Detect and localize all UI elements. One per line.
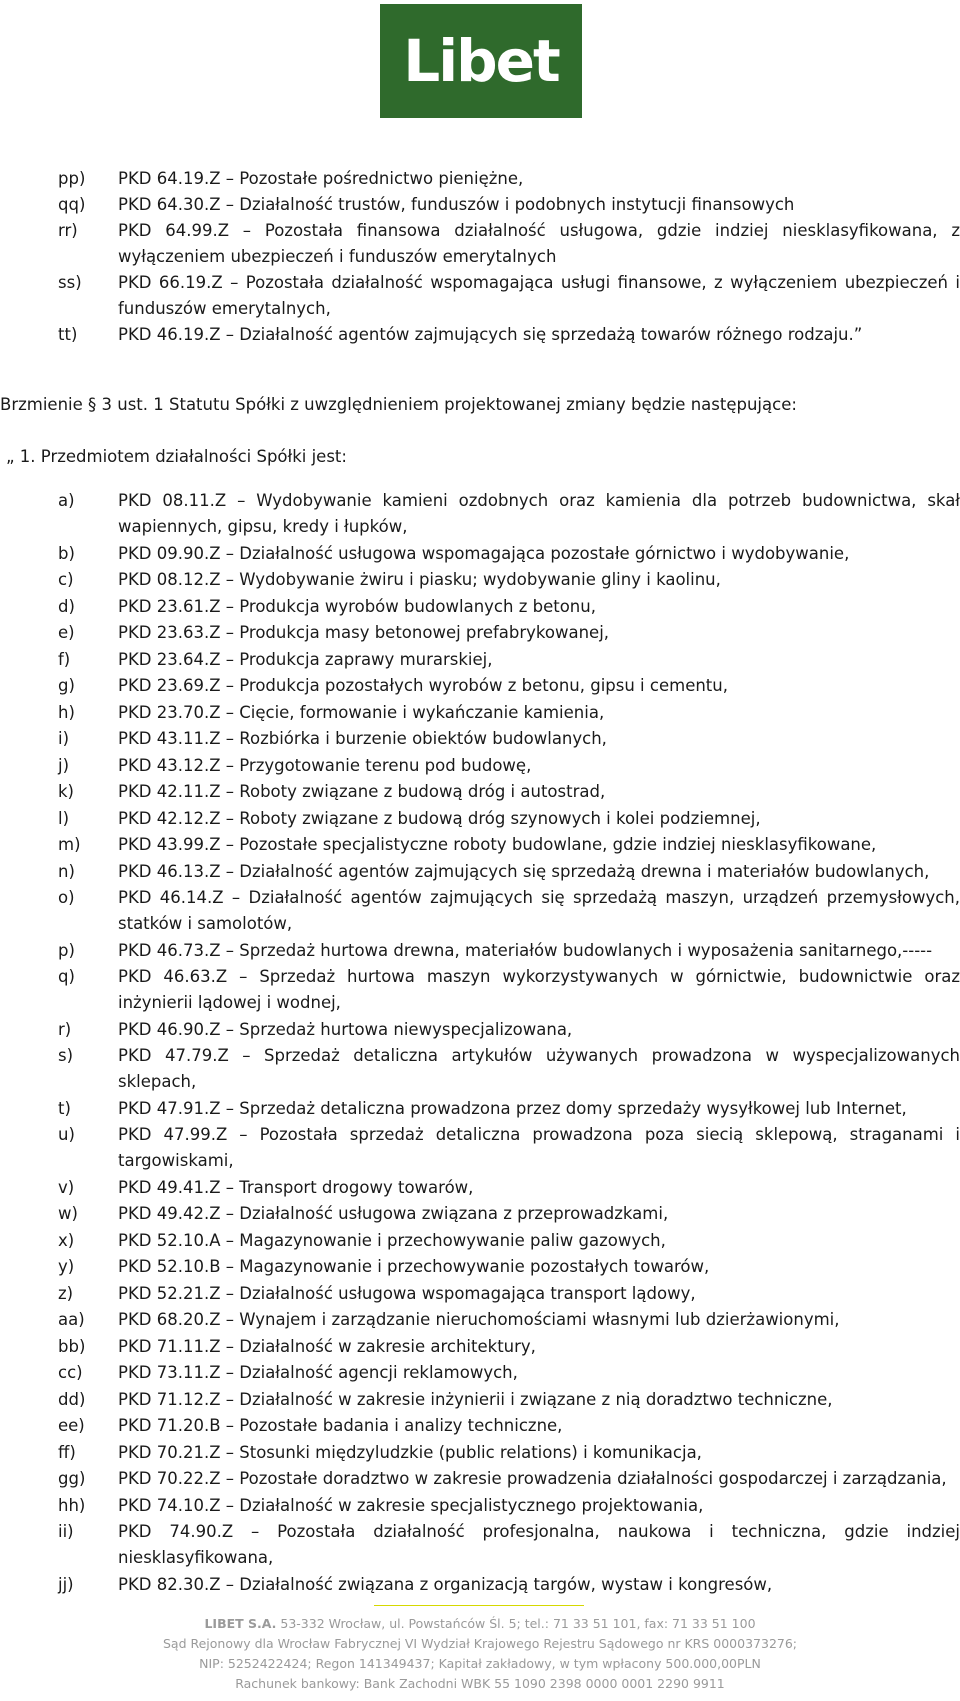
list-item-text: PKD 64.30.Z – Działalność trustów, funduszów i podobnych instytucji finansowych xyxy=(118,195,795,214)
list-item-marker: cc) xyxy=(58,1363,83,1382)
list-item-marker: rr) xyxy=(58,221,78,240)
list-item-marker: y) xyxy=(58,1257,75,1276)
list-item-text: PKD 52.21.Z – Działalność usługowa wspomagająca transport lądowy, xyxy=(118,1283,696,1303)
company-footer xyxy=(0,1614,960,1694)
list-item xyxy=(0,1413,960,1439)
list-item-marker: hh) xyxy=(58,1495,86,1515)
list-item-text: PKD 23.61.Z – Produkcja wyrobów budowlanych z betonu, xyxy=(118,596,596,616)
libet-logo xyxy=(380,4,582,118)
list-item-text: PKD 46.14.Z – Działalność agentów zajmujących się sprzedażą maszyn, urządzeń przemysłowych, statków i samolotów, xyxy=(118,888,960,933)
list-item-marker: n) xyxy=(58,861,75,881)
list-item-text: PKD 47.91.Z – Sprzedaż detaliczna prowadzona przez domy sprzedaży wysyłkowej lub Internet, xyxy=(118,1098,907,1118)
list-item-text: PKD 82.30.Z – Działalność związana z organizacją targów, wystaw i kongresów, xyxy=(118,1574,773,1594)
list-item xyxy=(0,1307,960,1333)
list-item xyxy=(0,1122,960,1174)
list-item-marker: l) xyxy=(58,808,70,828)
list-item xyxy=(0,1440,960,1466)
list-item-marker: ee) xyxy=(58,1416,85,1435)
list-item xyxy=(0,1043,960,1095)
statute-intro-paragraph: Brzmienie § 3 ust. 1 Statutu Spółki z uwzględnieniem projektowanej zmiany będzie następujące: xyxy=(0,395,797,414)
list-item-marker: k) xyxy=(58,782,74,801)
list-item-marker: b) xyxy=(58,543,75,563)
list-item-text: PKD 43.12.Z – Przygotowanie terenu pod budowę, xyxy=(118,755,532,775)
list-item-marker: jj) xyxy=(58,1574,74,1594)
list-item-text: PKD 52.10.B – Magazynowanie i przechowywanie pozostałych towarów, xyxy=(118,1257,710,1276)
list-item xyxy=(0,1360,960,1386)
list-item xyxy=(0,1493,960,1519)
list-item xyxy=(0,567,960,593)
list-item-text: PKD 42.11.Z – Roboty związane z budową dróg i autostrad, xyxy=(118,782,606,801)
list-item xyxy=(0,753,960,779)
list-item-text: PKD 46.13.Z – Działalność agentów zajmujących się sprzedażą drewna i materiałów budowlanych, xyxy=(118,861,930,881)
list-item-marker: g) xyxy=(58,676,75,695)
list-item-marker: o) xyxy=(58,888,75,907)
list-item-text: PKD 08.12.Z – Wydobywanie żwiru i piasku; wydobywanie gliny i kaolinu, xyxy=(118,570,721,589)
list-item xyxy=(0,806,960,832)
list-item-marker: p) xyxy=(58,940,75,960)
list-item-marker: bb) xyxy=(58,1336,86,1356)
list-item-text: PKD 74.90.Z – Pozostała działalność profesjonalna, naukowa i techniczna, gdzie indziej niesklasyfikowana, xyxy=(118,1522,960,1567)
list-item-marker: d) xyxy=(58,596,75,616)
list-item xyxy=(0,218,960,270)
list-item-marker: h) xyxy=(58,702,75,722)
list-item-marker: ii) xyxy=(58,1522,74,1541)
list-item xyxy=(0,1334,960,1360)
list-item-text: PKD 74.10.Z – Działalność w zakresie specjalistycznego projektowania, xyxy=(118,1495,704,1515)
list-item-text: PKD 49.42.Z – Działalność usługowa związana z przeprowadzkami, xyxy=(118,1204,669,1223)
list-item xyxy=(0,1017,960,1043)
activity-list-continued xyxy=(0,166,960,348)
list-item-text: PKD 43.11.Z – Rozbiórka i burzenie obiektów budowlanych, xyxy=(118,729,607,748)
list-item xyxy=(0,1572,960,1598)
list-item-marker: z) xyxy=(58,1283,74,1303)
list-item xyxy=(0,1387,960,1413)
list-item-marker: pp) xyxy=(58,169,86,188)
list-item-text: PKD 71.20.B – Pozostałe badania i analizy techniczne, xyxy=(118,1416,563,1435)
list-item xyxy=(0,541,960,567)
list-item xyxy=(0,192,960,218)
list-item-text: PKD 46.19.Z – Działalność agentów zajmujących się sprzedażą towarów różnego rodzaju.” xyxy=(118,325,863,344)
list-item-text: PKD 23.69.Z – Produkcja pozostałych wyrobów z betonu, gipsu i cementu, xyxy=(118,676,728,695)
list-item xyxy=(0,779,960,805)
list-item-text: PKD 43.99.Z – Pozostałe specjalistyczne roboty budowlane, gdzie indziej niesklasyfikowane, xyxy=(118,835,877,854)
list-item-text: PKD 08.11.Z – Wydobywanie kamieni ozdobnych oraz kamienia dla potrzeb budownictwa, skał wapiennych, gipsu, kredy i łupków, xyxy=(118,491,960,536)
list-item xyxy=(0,270,960,322)
list-item-text: PKD 46.73.Z – Sprzedaż hurtowa drewna, materiałów budowlanych i wyposażenia sanitarnego,----- xyxy=(118,940,933,960)
list-item-marker: a) xyxy=(58,491,75,510)
list-item xyxy=(0,1228,960,1254)
list-item xyxy=(0,885,960,937)
list-item xyxy=(0,726,960,752)
list-item xyxy=(0,620,960,646)
list-item-text: PKD 71.12.Z – Działalność w zakresie inżynierii i związane z nią doradztwo techniczne, xyxy=(118,1389,833,1409)
list-item xyxy=(0,166,960,192)
list-item xyxy=(0,1201,960,1227)
list-item xyxy=(0,647,960,673)
list-item-marker: ss) xyxy=(58,273,82,292)
list-item xyxy=(0,322,960,348)
list-item-text: PKD 70.22.Z – Pozostałe doradztwo w zakresie prowadzenia działalności gospodarczej i zarządzania, xyxy=(118,1469,947,1488)
list-item-marker: w) xyxy=(58,1204,78,1223)
list-item xyxy=(0,1175,960,1201)
list-item-marker: f) xyxy=(58,649,71,669)
footer-line-bank: Rachunek bankowy: Bank Zachodni WBK 55 1090 2398 0000 0001 2290 9911 xyxy=(235,1676,725,1691)
list-item xyxy=(0,488,960,540)
list-item-text: PKD 46.90.Z – Sprzedaż hurtowa niewyspecjalizowana, xyxy=(118,1019,573,1039)
list-item-marker: c) xyxy=(58,570,74,589)
list-item-marker: i) xyxy=(58,729,70,748)
statute-section-heading: „ 1. Przedmiotem działalności Spółki jest: xyxy=(6,447,347,466)
footer-divider xyxy=(374,1605,584,1606)
list-item xyxy=(0,832,960,858)
list-item-marker: x) xyxy=(58,1230,75,1250)
list-item xyxy=(0,700,960,726)
list-item-marker: s) xyxy=(58,1046,74,1065)
list-item-text: PKD 71.11.Z – Działalność w zakresie architektury, xyxy=(118,1336,536,1356)
list-item-marker: v) xyxy=(58,1177,75,1197)
list-item-marker: m) xyxy=(58,835,81,854)
list-item xyxy=(0,673,960,699)
list-item-marker: aa) xyxy=(58,1310,85,1329)
list-item xyxy=(0,964,960,1016)
footer-address: 53-332 Wrocław, ul. Powstańców Śl. 5; tel.: 71 33 51 101, fax: 71 33 51 100 xyxy=(276,1616,756,1631)
list-item-text: PKD 66.19.Z – Pozostała działalność wspomagająca usługi finansowe, z wyłączeniem ubezpieczeń i funduszów emerytalnych, xyxy=(118,273,960,318)
list-item-marker: t) xyxy=(58,1098,71,1118)
list-item xyxy=(0,1519,960,1571)
activity-list-new xyxy=(0,488,960,1598)
list-item xyxy=(0,938,960,964)
list-item xyxy=(0,594,960,620)
list-item-marker: u) xyxy=(58,1125,75,1144)
list-item xyxy=(0,859,960,885)
list-item-marker: qq) xyxy=(58,195,86,214)
list-item-text: PKD 68.20.Z – Wynajem i zarządzanie nieruchomościami własnymi lub dzierżawionymi, xyxy=(118,1310,840,1329)
list-item-text: PKD 23.64.Z – Produkcja zaprawy murarskiej, xyxy=(118,649,493,669)
list-item-text: PKD 46.63.Z – Sprzedaż hurtowa maszyn wykorzystywanych w górnictwie, budownictwie oraz inżynierii lądowej i wodnej, xyxy=(118,967,960,1012)
list-item-marker: e) xyxy=(58,623,75,642)
logo-wordmark: Libet xyxy=(403,27,559,95)
footer-line-address xyxy=(0,1614,960,1634)
list-item-text: PKD 23.70.Z – Cięcie, formowanie i wykańczanie kamienia, xyxy=(118,702,605,722)
list-item-text: PKD 42.12.Z – Roboty związane z budową dróg szynowych i kolei podziemnej, xyxy=(118,808,761,828)
list-item-text: PKD 47.99.Z – Pozostała sprzedaż detaliczna prowadzona poza siecią sklepową, straganami i targowiskami, xyxy=(118,1125,960,1170)
footer-line-tax: NIP: 5252422424; Regon 141349437; Kapitał zakładowy, w tym wpłacony 500.000,00PLN xyxy=(199,1656,761,1671)
footer-company-name: LIBET S.A. xyxy=(204,1616,277,1631)
list-item-text: PKD 49.41.Z – Transport drogowy towarów, xyxy=(118,1177,474,1197)
list-item-text: PKD 52.10.A – Magazynowanie i przechowywanie paliw gazowych, xyxy=(118,1230,666,1250)
list-item-marker: q) xyxy=(58,967,75,986)
list-item xyxy=(0,1281,960,1307)
list-item-marker: dd) xyxy=(58,1389,86,1409)
list-item-marker: j) xyxy=(58,755,70,775)
list-item-text: PKD 47.79.Z – Sprzedaż detaliczna artykułów używanych prowadzona w wyspecjalizowanych sklepach, xyxy=(118,1046,960,1091)
list-item xyxy=(0,1254,960,1280)
list-item-text: PKD 09.90.Z – Działalność usługowa wspomagająca pozostałe górnictwo i wydobywanie, xyxy=(118,543,850,563)
list-item-marker: gg) xyxy=(58,1469,86,1488)
list-item-marker: tt) xyxy=(58,325,78,344)
list-item-marker: ff) xyxy=(58,1442,76,1462)
list-item-text: PKD 64.99.Z – Pozostała finansowa działalność usługowa, gdzie indziej niesklasyfikowana, z wyłączeniem ubezpieczeń i funduszów emerytalnych xyxy=(118,221,960,266)
list-item xyxy=(0,1466,960,1492)
list-item xyxy=(0,1096,960,1122)
list-item-text: PKD 73.11.Z – Działalność agencji reklamowych, xyxy=(118,1363,518,1382)
footer-line-court: Sąd Rejonowy dla Wrocław Fabrycznej VI Wydział Krajowego Rejestru Sądowego nr KRS 0000373276; xyxy=(162,1636,798,1651)
list-item-text: PKD 23.63.Z – Produkcja masy betonowej prefabrykowanej, xyxy=(118,623,610,642)
list-item-text: PKD 64.19.Z – Pozostałe pośrednictwo pieniężne, xyxy=(118,169,524,188)
list-item-text: PKD 70.21.Z – Stosunki międzyludzkie (public relations) i komunikacja, xyxy=(118,1442,702,1462)
list-item-marker: r) xyxy=(58,1019,72,1039)
